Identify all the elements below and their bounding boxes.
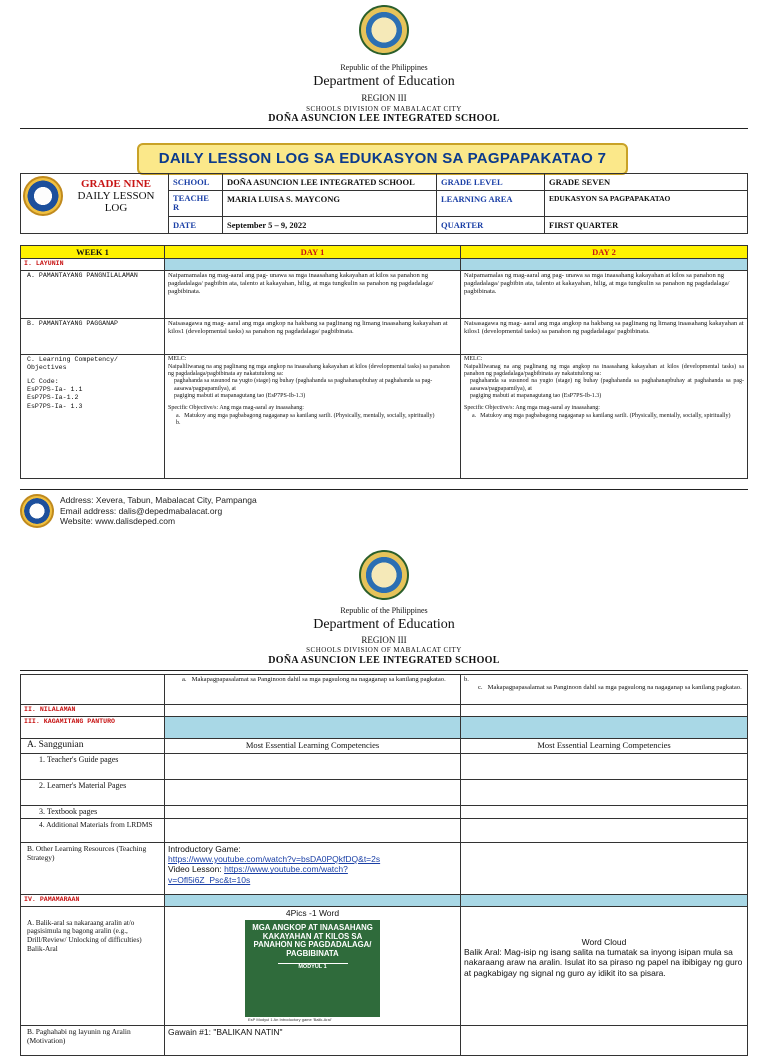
module-cover-caption: EsP Modyul 1 An Introductory game 'Balik-Aral' — [245, 1017, 380, 1023]
lc-code-label: LC Code: — [27, 378, 59, 386]
lm-d2 — [461, 779, 748, 805]
pamantayang-pagganap-label: B. PAMANTAYANG PAGGANAP — [21, 319, 165, 355]
footer-rule — [20, 489, 748, 490]
pamantayang-pangnilalaman-label: A. PAMANTAYANG PANGNILALAMAN — [21, 271, 165, 319]
video-link-1[interactable]: https://www.youtube.com/watch? — [224, 864, 348, 875]
kagamitang-fill-1 — [165, 717, 461, 739]
learning-competency-label: C. Learning Competency/ Objectives — [27, 356, 119, 372]
four-pics-label: 4Pics -1 Word — [285, 907, 340, 918]
gawain-d2 — [461, 1025, 748, 1055]
quarter-value: FIRST QUARTER — [545, 216, 748, 233]
dll-label-2: LOG — [104, 202, 128, 214]
specific-objectives: Specific Objective/s: Ang mga mag-aaral ay inaasahang: — [168, 405, 304, 412]
intro-game-link[interactable]: https://www.youtube.com/watch?v=bsDA0PQkfDQ&t=2s — [168, 853, 381, 864]
day1-pagganap: Naisasagawa ng mag- aaral ang mga angkop na hakbang sa paglinang ng limang inaasahang kakayahan at kilos1 (developmental tasks) sa panahon ng pagdadalaga/ pagbibinata. — [165, 319, 461, 355]
title-banner: DAILY LESSON LOG SA EDUKASYON SA PAGPAPAKATAO 7 — [137, 143, 628, 175]
learning-area-label: LEARNING AREA — [437, 191, 545, 217]
balik-aral-d1 — [165, 906, 461, 1025]
tg-d2 — [461, 753, 748, 779]
continuation-left — [21, 675, 165, 705]
school-value: DOÑA ASUNCION LEE INTEGRATED SCHOOL — [223, 174, 437, 191]
day1-pangnilalaman: Naipamamalas ng mag-aaral ang pag- unawa sa mga inaasahang kakayahan at kilos sa panahon ng pagdadalaga/ pagbibin ata, talento at kakayahan, hilig, at mga tungkulin sa panahon ng pagdadalaga/ pagbibinata. — [165, 271, 461, 319]
region-line-2: REGION III — [361, 635, 407, 645]
school-line-2: DOÑA ASUNCION LEE INTEGRATED SCHOOL — [268, 655, 500, 666]
region-line: REGION III — [361, 93, 407, 103]
day2-continuation: b. c. Makapagpapasalamat sa Panginoon dahil sa mga pagsulong na nagaganap sa kanilang pagkatao. — [461, 675, 748, 705]
module-cover-image — [245, 920, 380, 1024]
teacher-value: MARIA LUISA S. MAYCONG — [223, 191, 437, 217]
melc-item-1-d2: paghahanda sa susunod na yugto (stage) ng buhay (paghahanda sa paghahanapbuhay at paghahanda sa pag-aasawa/pagpapamilya), at — [470, 378, 744, 392]
department-line: Department of Education — [313, 74, 455, 89]
day2-competency — [461, 355, 748, 479]
lc-code-3: EsP7PS-Ia- 1.3 — [27, 402, 83, 410]
intro-game-label: Introductory Game: — [168, 843, 241, 854]
melc-label: MELC: — [168, 356, 187, 363]
other-resources-label: B. Other Learning Resources (Teaching Strategy) — [21, 842, 165, 894]
lrdms-label: 4. Additional Materials from LRDMS — [21, 818, 165, 842]
footer-address: Address: Xevera, Tabun, Mabalacat City, Pampanga — [60, 495, 257, 505]
grade-level-label: GRADE LEVEL — [437, 174, 545, 191]
other-resources-d2 — [461, 842, 748, 894]
dll-label-1: DAILY LESSON — [77, 190, 155, 202]
melc-item-2: pagiging mabuti at mapanagutang tao (EsP7PS-Ib-1.3) — [174, 392, 306, 399]
nilalaman-d1 — [165, 705, 461, 717]
nilalaman-label: II. NILALAMAN — [21, 705, 165, 717]
header-rule-2 — [20, 670, 748, 671]
republic-line: Republic of the Philippines — [340, 63, 428, 72]
deped-seal-icon — [359, 5, 409, 55]
day1-competency — [165, 355, 461, 479]
pamamaraan-fill-1 — [165, 894, 461, 906]
lc-code-1: EsP7PS-Ia- 1.1 — [27, 386, 83, 394]
day1-continuation: a. Makapagpapasalamat sa Panginoon dahil sa mga pagsulong na nagaganap sa kanilang pagkatao. — [165, 675, 461, 705]
day2-pangnilalaman: Naipamamalas ng mag-aaral ang pag- unawa sa mga inaasahang kakayahan at kilos sa panahon ng pagdadalaga/ pagbibin ata, talento at kakayahan, hilig, at mga tungkulin sa panahon ng pagdadalaga/ pagbibinata. — [461, 271, 748, 319]
lesson-log-table — [20, 245, 748, 479]
nilalaman-d2 — [461, 705, 748, 717]
quarter-label: QUARTER — [437, 216, 545, 233]
specific-objectives-d2: Specific Objective/s: Ang mga mag-aaral ay inaasahang: — [464, 405, 600, 412]
footer-website[interactable]: Website: www.dalisdeped.com — [60, 516, 176, 527]
melc-text-d2: Naipaliliwanag na ang paglinang ng mga angkop na inaasahang kakayahan at kilos (developmental tasks) sa panahon ng pagdadalaga/pagbibinata ay nakatutulong sa: — [464, 363, 744, 377]
division-line: SCHOOLS DIVISION OF MABALACAT CITY — [306, 105, 462, 113]
footer-school-logo-icon — [20, 494, 54, 528]
grade-cell — [21, 174, 169, 234]
melc-text: Naipaliliwanag na ang paglinang ng mga angkop na inaasahang kakayahan at kilos (developmental tasks) sa panahon ng pagdadalaga/pagbibinata ay nakatutulong sa: — [168, 363, 450, 377]
module-cover-modyul: MODYUL 1 — [278, 963, 348, 970]
video-lesson-line: Video Lesson: https://www.youtube.com/watch? — [168, 864, 348, 875]
word-cloud-text: Balik Aral: Mag-isip ng isang salita na tumatak sa inyong isipan mula sa nakaraang araw na aralin. Isulat ito sa piraso ng papel na ibibigay ng guro at pagkabigay ng signal ng guro ay idikit ito sa pisara. — [464, 946, 743, 978]
lm-d1 — [165, 779, 461, 805]
balik-aral-label: A. Balik-aral sa nakaraang aralin at/o pagsisimula ng bagong aralin (e.g., Drill/Review/ Unlocking of difficulties) Balik-Aral — [21, 906, 165, 1025]
day2-header: DAY 2 — [461, 246, 748, 259]
tb-d1 — [165, 805, 461, 818]
textbook-label: 3. Textbook pages — [21, 805, 165, 818]
paghahabi-label: B. Paghahabi ng layunin ng Aralin (Motivation) — [21, 1025, 165, 1055]
learners-material-label: 2. Learner's Material Pages — [21, 779, 165, 805]
lrdms-d1 — [165, 818, 461, 842]
school-line: DOÑA ASUNCION LEE INTEGRATED SCHOOL — [268, 113, 500, 124]
school-logo-icon — [23, 176, 63, 216]
lesson-log-table-2 — [20, 674, 748, 1056]
kagamitang-label: III. KAGAMITANG PANTURO — [21, 717, 165, 739]
teachers-guide-label: 1. Teacher's Guide pages — [21, 753, 165, 779]
week-header: WEEK 1 — [21, 246, 165, 259]
school-label: SCHOOL — [169, 174, 223, 191]
deped-seal-icon-2 — [359, 550, 409, 600]
day1-header: DAY 1 — [165, 246, 461, 259]
tb-d2 — [461, 805, 748, 818]
pamamaraan-label: IV. PAMAMARAAN — [21, 894, 165, 906]
video-link-2[interactable]: v=Ofl5i6Z_Psc&t=10s — [168, 874, 251, 885]
sanggunian-label: A. Sanggunian — [21, 739, 165, 754]
date-label: DATE — [169, 216, 223, 233]
pamamaraan-fill-2 — [461, 894, 748, 906]
word-cloud-title: Word Cloud — [581, 936, 627, 947]
division-line-2: SCHOOLS DIVISION OF MABALACAT CITY — [306, 646, 462, 654]
date-value: September 5 – 9, 2022 — [223, 216, 437, 233]
learning-competency-cell — [21, 355, 165, 479]
header-rule — [20, 128, 748, 129]
objective-a-d2: a. Matukoy ang mga pagbabagong nagaganap sa kanilang sarili. (Physically, mentally, socially, spiritually) — [472, 412, 731, 419]
melc-item-1: paghahanda sa susunod na yugto (stage) ng buhay (paghahanda sa paghahanapbuhay at paghahanda sa pag-aasawa/pagpapamilya), at — [174, 378, 433, 392]
grade-nine-label: GRADE NINE — [81, 178, 151, 190]
footer-contact — [60, 495, 257, 527]
objective-a: a. Matukoy ang mga pagbabagong nagaganap sa kanilang sarili. (Physically, mentally, socially, spiritually) — [176, 412, 435, 419]
learning-area-value: EDUKASYON SA PAGPAPAKATAO — [545, 191, 748, 217]
footer-email[interactable]: Email address: dalis@depedmabalacat.org — [60, 505, 223, 516]
info-table — [20, 173, 748, 234]
layunin-fill-1 — [165, 259, 461, 271]
republic-line-2: Republic of the Philippines — [340, 606, 428, 615]
teacher-label: TEACHE R — [169, 191, 223, 217]
melc-label-d2: MELC: — [464, 356, 483, 363]
department-line-2: Department of Education — [313, 617, 455, 632]
balik-aral-d2 — [461, 906, 748, 1025]
layunin-fill-2 — [461, 259, 748, 271]
sanggunian-d2: Most Essential Learning Competencies — [461, 739, 748, 754]
lrdms-d2 — [461, 818, 748, 842]
sanggunian-d1: Most Essential Learning Competencies — [165, 739, 461, 754]
gawain-d1: Gawain #1: "BALIKAN NATIN" — [165, 1025, 461, 1055]
melc-item-2-d2: pagiging mabuti at mapanagutang tao (EsP7PS-Ib-1.3) — [470, 392, 602, 399]
other-resources-d1 — [165, 842, 461, 894]
kagamitang-fill-2 — [461, 717, 748, 739]
objective-b: b. — [176, 419, 181, 426]
grade-level-value: GRADE SEVEN — [545, 174, 748, 191]
module-cover-title: MGA ANGKOP AT INAASAHANG KAKAYAHAN AT KILOS SA PANAHON NG PAGDADALAGA/ PAGBIBINATA — [252, 922, 373, 959]
layunin-label: I. LAYUNIN — [21, 259, 165, 271]
day2-pagganap: Naisasagawa ng mag- aaral ang mga angkop na hakbang sa paglinang ng limang inaasahang kakayahan at kilos1 (developmental tasks) sa panahon ng pagdadalaga/ pagbibinata. — [461, 319, 748, 355]
lc-code-2: EsP7PS-Ia-1.2 — [27, 394, 79, 402]
tg-d1 — [165, 753, 461, 779]
